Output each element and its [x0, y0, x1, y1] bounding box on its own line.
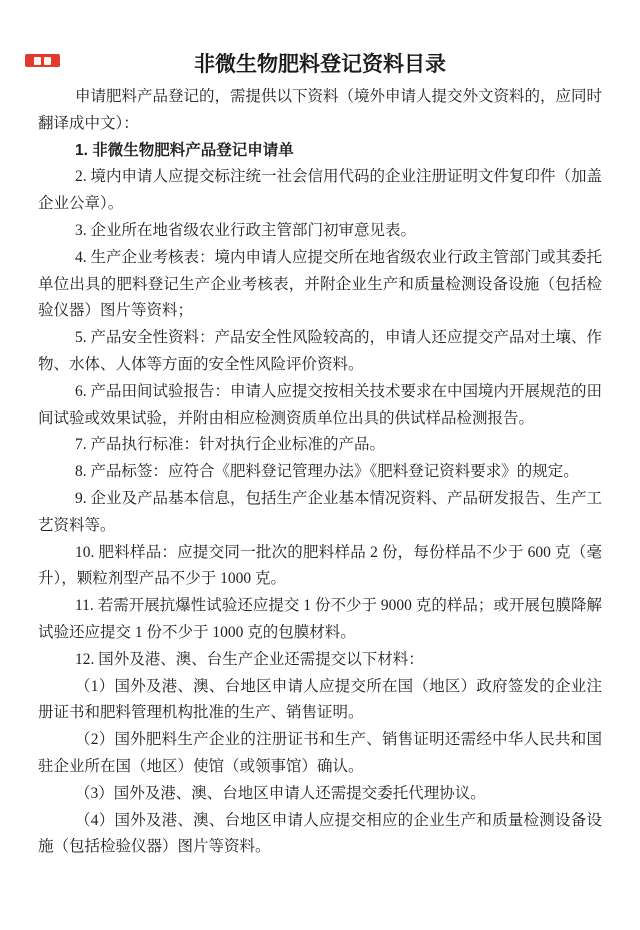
item-list — [38, 138, 602, 862]
intro-paragraph: 申请肥料产品登记的，需提供以下资料（境外申请人提交外文资料的，应同时翻译成中文）： — [38, 88, 603, 132]
list-item: （3）国外及港、澳、台地区申请人还需提交委托代理协议。 — [75, 784, 486, 802]
list-item: 2. 境内申请人应提交标注统一社会信用代码的企业注册证明文件复印件（加盖企业公章）。 — [38, 168, 603, 213]
document-title: 非微生物肥料登记资料目录 — [194, 53, 446, 76]
list-item-bold: 1. 非微生物肥料产品登记申请单 — [75, 141, 294, 159]
list-item: 9. 企业及产品基本信息，包括生产企业基本情况资料、产品研发报告、生产工艺资料等。 — [38, 489, 603, 534]
list-item: （2）国外肥料生产企业的注册证书和生产、销售证明还需经中华人民共和国驻企业所在国（地区）使馆（或领事馆）确认。 — [38, 731, 602, 775]
list-item: （1）国外及港、澳、台地区申请人应提交所在国（地区）政府签发的企业注册证书和肥料管理机构批准的生产、销售证明。 — [38, 677, 602, 722]
list-item: 5. 产品安全性资料：产品安全性风险较高的，申请人还应提交产品对土壤、作物、水体、人体等方面的安全性风险评价资料。 — [38, 329, 603, 373]
list-item: 11. 若需开展抗爆性试验还应提交 1 份不少于 9000 克的样品；或开展包膜降解试验还应提交 1 份不少于 1000 克的包膜材料。 — [38, 597, 602, 641]
document-body — [38, 84, 602, 861]
list-item: 6. 产品田间试验报告：申请人应提交按相关技术要求在中国境内开展规范的田间试验或效果试验，并附由相应检测资质单位出具的供试样品检测报告。 — [38, 382, 603, 427]
red-badge — [25, 54, 60, 67]
list-item: 3. 企业所在地省级农业行政主管部门初审意见表。 — [75, 221, 417, 239]
list-item: 10. 肥料样品：应提交同一批次的肥料样品 2 份，每份样品不少于 600 克（毫升），颗粒剂型产品不少于 1000 克。 — [38, 543, 602, 588]
list-item: 12. 国外及港、澳、台生产企业还需提交以下材料： — [75, 650, 424, 668]
list-item: 4. 生产企业考核表：境内申请人应提交所在地省级农业行政主管部门或其委托单位出具的肥料登记生产企业考核表，并附企业生产和质量检测设备设施（包括检验仪器）图片等资料； — [38, 248, 603, 320]
list-item: 7. 产品执行标准：针对执行企业标准的产品。 — [75, 436, 386, 454]
document-page — [0, 50, 640, 930]
list-item: 8. 产品标签：应符合《肥料登记管理办法》《肥料登记资料要求》的规定。 — [75, 463, 579, 481]
list-item: （4）国外及港、澳、台地区申请人应提交相应的企业生产和质量检测设备设施（包括检验仪器）图片等资料。 — [38, 811, 602, 856]
